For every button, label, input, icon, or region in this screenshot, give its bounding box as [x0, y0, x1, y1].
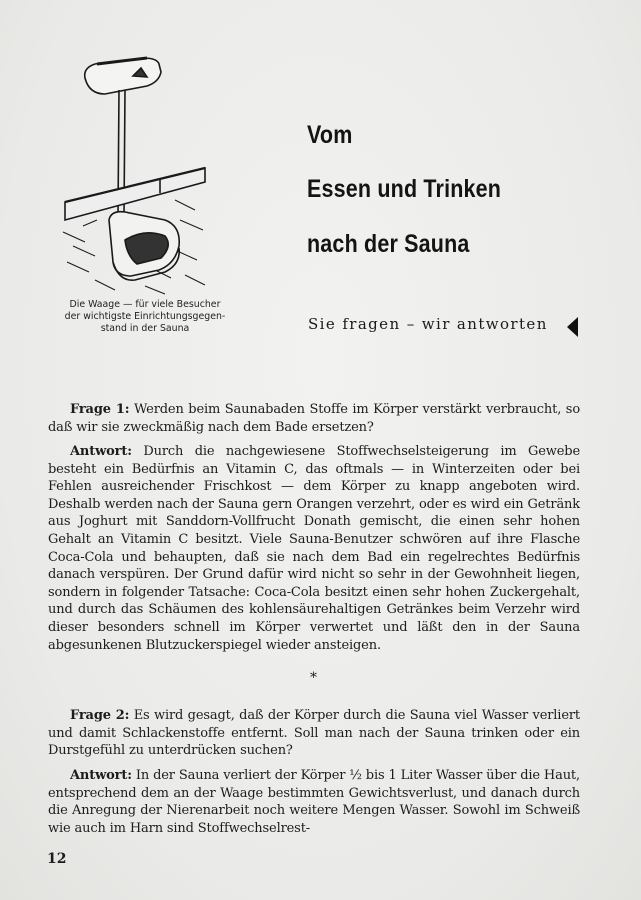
question-text: Es wird gesagt, daß der Körper durch die Sauna viel Wasser verliert und damit Schlackenstoffe entfernt. Soll man nach der Sauna trinken oder ein Durstgefühl zu unterdrücken suchen? [48, 708, 580, 759]
weighing-scale-illustration [55, 50, 235, 295]
answer-1 [48, 443, 580, 654]
title-line-2: Essen und Trinken [307, 175, 502, 203]
triangle-left-icon [567, 317, 578, 337]
answer-text: In der Sauna verliert der Körper ½ bis 1 Liter Wasser über die Haut, entsprechend dem an der Waage bestimmten Gewichtsverlust, und danach durch die Anregung der Nierenarbeit noch weitere Mengen Wasser. Sowohl im Schweiß wie auch im Harn sind Stoffwechselrest- [48, 768, 580, 836]
title-line-3: nach der Sauna [307, 230, 470, 258]
subtitle: Sie fragen – wir antworten [308, 315, 548, 333]
answer-2 [48, 767, 580, 837]
page-number: 12 [47, 851, 67, 867]
caption-line: Die Waage — für viele Besucher [69, 299, 221, 310]
title-line-1: Vom [307, 121, 353, 149]
caption-line: der wichtigste Einrichtungsgegen- [64, 311, 226, 322]
question-1 [48, 401, 580, 436]
section-separator: * [310, 670, 317, 686]
illustration-caption [40, 299, 250, 335]
answer-text: Durch die nachgewiesene Stoffwechselsteigerung im Gewebe besteht ein Bedürfnis an Vitamin C, das oftmals — in Winterzeiten oder bei Fehlen ausreichender Frischkost — dem Körper zu knapp angeboten wird. Deshalb werden nach der Sauna gern Orangen verzehrt, oder es wird ein Getränk aus Joghurt mit Sanddorn-Vollfrucht Donath gemischt, die einen sehr hohen Gehalt an Vitamin C besitzt. Viele Sauna-Benutzer schwören auf ihre Flasche Coca-Cola und behaupten, daß sie nach dem Bad ein regelrechtes Bedürfnis danach verspüren. Der Grund dafür wird nicht so sehr in der Gewohnheit liegen, sondern in folgender Tatsache: Coca-Cola besitzt einen sehr hohen Zuckergehalt, und durch das Schäumen des kohlensäurehaltigen Getränkes beim Verzehr wird dieser besonders schnell im Körper verwertet und läßt den in der Sauna abgesunkenen Blutzuckerspiegel wieder ansteigen. [48, 444, 581, 653]
answer-label: Antwort: [70, 444, 132, 459]
question-label: Frage 2: [70, 708, 130, 723]
question-label: Frage 1: [70, 402, 130, 417]
caption-line: stand in der Sauna [100, 323, 190, 334]
scale-icon [63, 58, 205, 294]
answer-label: Antwort: [70, 768, 132, 783]
question-text: Werden beim Saunabaden Stoffe im Körper verstärkt verbraucht, so daß wir sie zweckmäßig nach dem Bade ersetzen? [48, 402, 580, 435]
question-2 [48, 707, 580, 760]
